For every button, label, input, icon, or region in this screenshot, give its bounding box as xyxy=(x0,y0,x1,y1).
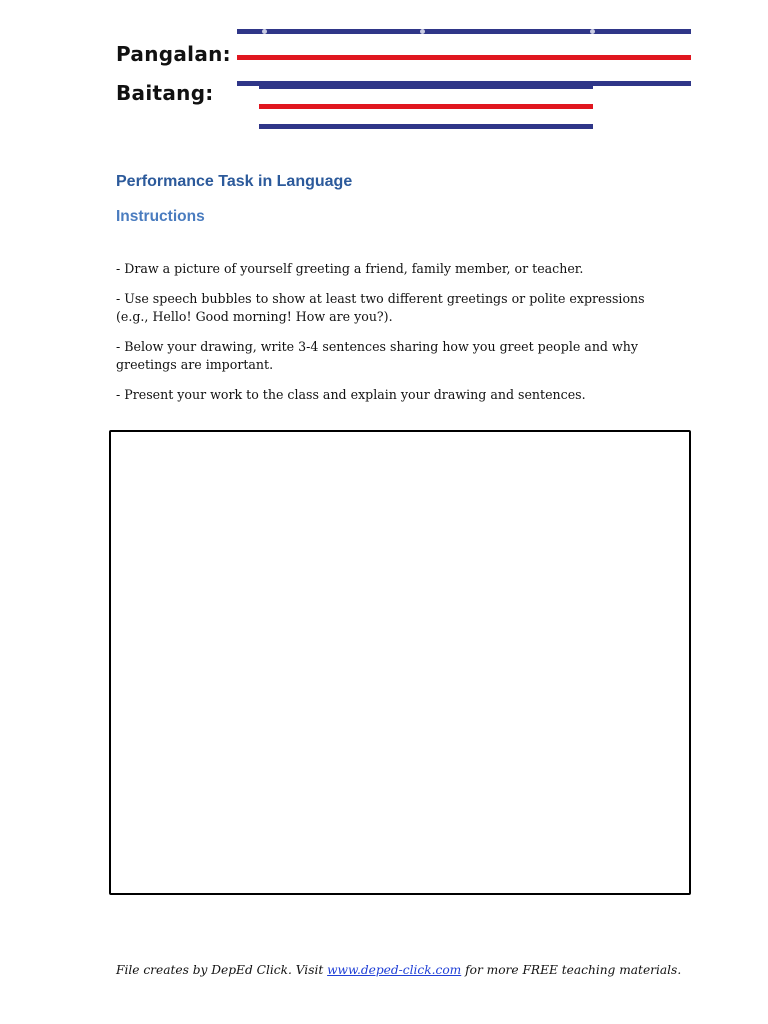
instruction-item: - Present your work to the class and explain your drawing and sentences. xyxy=(116,387,586,402)
instruction-item: - Use speech bubbles to show at least two different greetings or polite expressions (e.g., Hello! Good morning! How are you?). xyxy=(116,291,645,324)
footer-suffix: for more FREE teaching materials. xyxy=(461,963,682,977)
ornament-dot xyxy=(590,29,595,34)
instruction-item: - Draw a picture of yourself greeting a friend, family member, or teacher. xyxy=(116,261,584,276)
header-rule-blue-top xyxy=(237,29,691,34)
footer-link[interactable]: www.deped-click.com xyxy=(327,963,462,977)
footer-prefix: File creates by DepEd Click. Visit xyxy=(116,963,328,977)
grade-line-red xyxy=(259,104,593,109)
drawing-box[interactable] xyxy=(109,430,691,895)
instruction-item: - Below your drawing, write 3-4 sentences sharing how you greet people and why greetings are important. xyxy=(116,339,638,372)
name-label: Pangalan: xyxy=(116,42,231,66)
ornament-dot xyxy=(262,29,267,34)
grade-label: Baitang: xyxy=(116,81,214,105)
header-rule-blue-sub xyxy=(259,86,593,89)
footer-note xyxy=(116,963,681,977)
name-line-red xyxy=(237,55,691,60)
instructions-heading: Instructions xyxy=(116,208,205,225)
ornament-dot xyxy=(420,29,425,34)
page-title: Performance Task in Language xyxy=(116,173,353,190)
header-rule-blue-bottom xyxy=(259,124,593,129)
instructions-list xyxy=(116,260,656,416)
